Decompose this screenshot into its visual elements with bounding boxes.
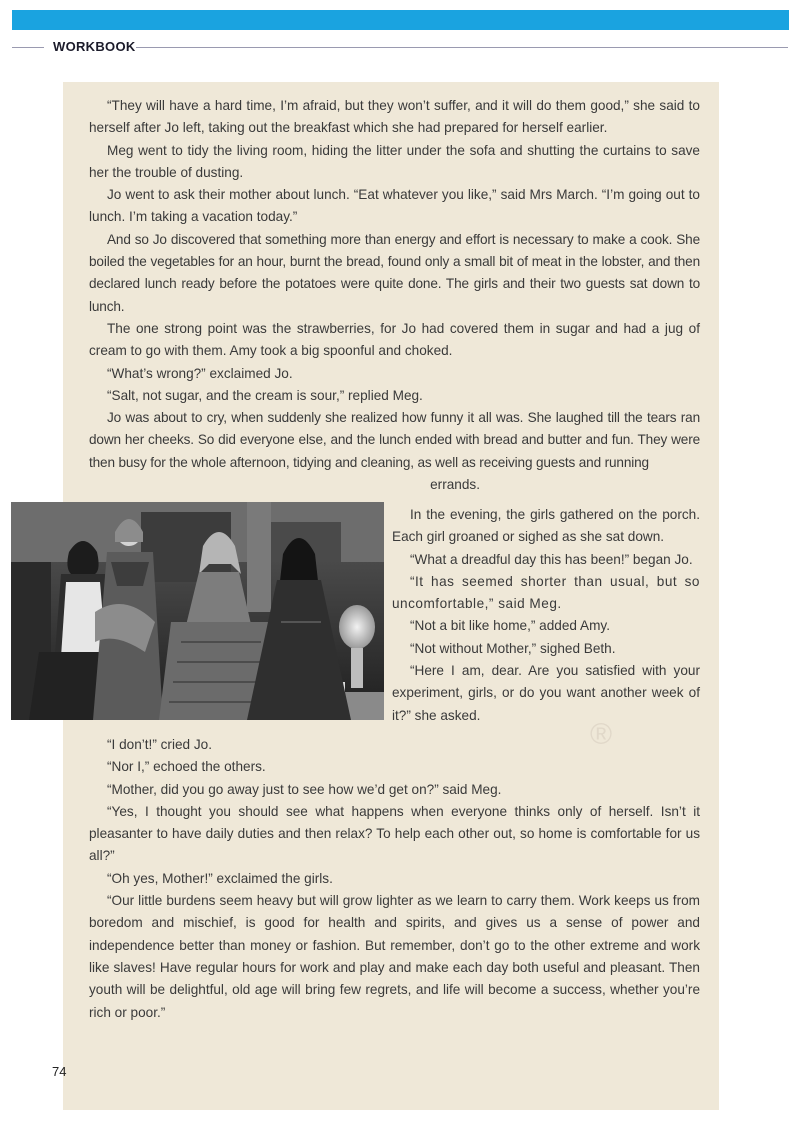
- paragraph: “What a dreadful day this has been!” began Jo.: [410, 551, 693, 567]
- header-rule-left: [12, 47, 44, 48]
- paragraph: Jo went to ask their mother about lunch. “Eat whatever you like,” said Mrs March. “I’m going out to lunch. I’m taking a vacation today.”: [89, 187, 700, 225]
- section-label: WORKBOOK: [53, 39, 136, 54]
- story-text-right-column: [392, 504, 700, 727]
- watermark-registered: ®: [590, 718, 613, 751]
- paragraph: “I don’t!” cried Jo.: [107, 737, 213, 752]
- paragraph: “Salt, not sugar, and the cream is sour,” replied Meg.: [107, 387, 423, 403]
- paragraph: “Nor I,” echoed the others.: [107, 759, 266, 775]
- paragraph: “Our little burdens seem heavy but will grow lighter as we learn to carry them. Work keeps us from boredom and mischief, is good for health and spirits, and gives us a sense of power and independence better than money or fashion. But remember, don’t go to the other extreme and work like slaves! Have regular hours for work and play and make each day both useful and pleasant. Then youth will be delightful, old age will bring few regrets, and life will become a success, whether you’re rich or poor.”: [89, 893, 700, 1020]
- header-accent-bar: [12, 10, 789, 30]
- paragraph: “Yes, I thought you should see what happens when everyone thinks only of herself. Isn’t it pleasanter to have daily duties and then relax? To help each other out, so home is comfortable for us all?”: [89, 803, 700, 864]
- page-header: [0, 37, 800, 57]
- story-text-top: [89, 95, 700, 496]
- paragraph: “Not a bit like home,” added Amy.: [410, 618, 610, 634]
- paragraph: “Mother, did you go away just to see how we’d get on?” said Meg.: [107, 781, 502, 797]
- paragraph: Jo was about to cry, when suddenly she realized how funny it all was. She laughed till the tears ran down her cheeks. So did everyone else, and the lunch ended with bread and butter and fun. They were then busy for the whole afternoon, tidying and cleaning, as well as receiving guests and running: [89, 410, 700, 470]
- paragraph: “Not without Mother,” sighed Beth.: [410, 640, 616, 656]
- paragraph: “Oh yes, Mother!” exclaimed the girls.: [107, 870, 333, 886]
- page-number: 74: [52, 1064, 67, 1079]
- photo-icon: [11, 502, 384, 720]
- paragraph: “They will have a hard time, I’m afraid, but they won’t suffer, and it will do them good,” she said to herself after Jo left, taking out the breakfast which she had prepared for herself earlier.: [89, 98, 700, 136]
- paragraph: The one strong point was the strawberries, for Jo had covered them in sugar and had a jug of cream to go with them. Amy took a big spoonful and choked.: [89, 320, 700, 359]
- paragraph-continuation: errands.: [430, 477, 480, 493]
- story-text-bottom: [89, 734, 700, 1024]
- header-rule-right: [136, 47, 788, 48]
- paragraph: “It has seemed shorter than usual, but so uncomfortable,” said Meg.: [392, 573, 700, 612]
- paragraph: In the evening, the girls gathered on the porch. Each girl groaned or sighed as she sat down.: [392, 507, 700, 545]
- film-still-photo: [11, 502, 384, 720]
- paragraph: “Here I am, dear. Are you satisfied with your experiment, girls, or do you want another week of it?” she asked.: [392, 663, 700, 723]
- paragraph: “What’s wrong?” exclaimed Jo.: [107, 365, 293, 381]
- paragraph: Meg went to tidy the living room, hiding the litter under the sofa and shutting the curtains to save her the trouble of dusting.: [89, 142, 700, 180]
- paragraph: And so Jo discovered that something more than energy and effort is necessary to make a cook. She boiled the vegetables for an hour, burnt the bread, found only a small bit of meat in the lobster, and then declared lunch ready before the potatoes were quite done. The girls and their two guests sat down to lunch.: [89, 231, 700, 314]
